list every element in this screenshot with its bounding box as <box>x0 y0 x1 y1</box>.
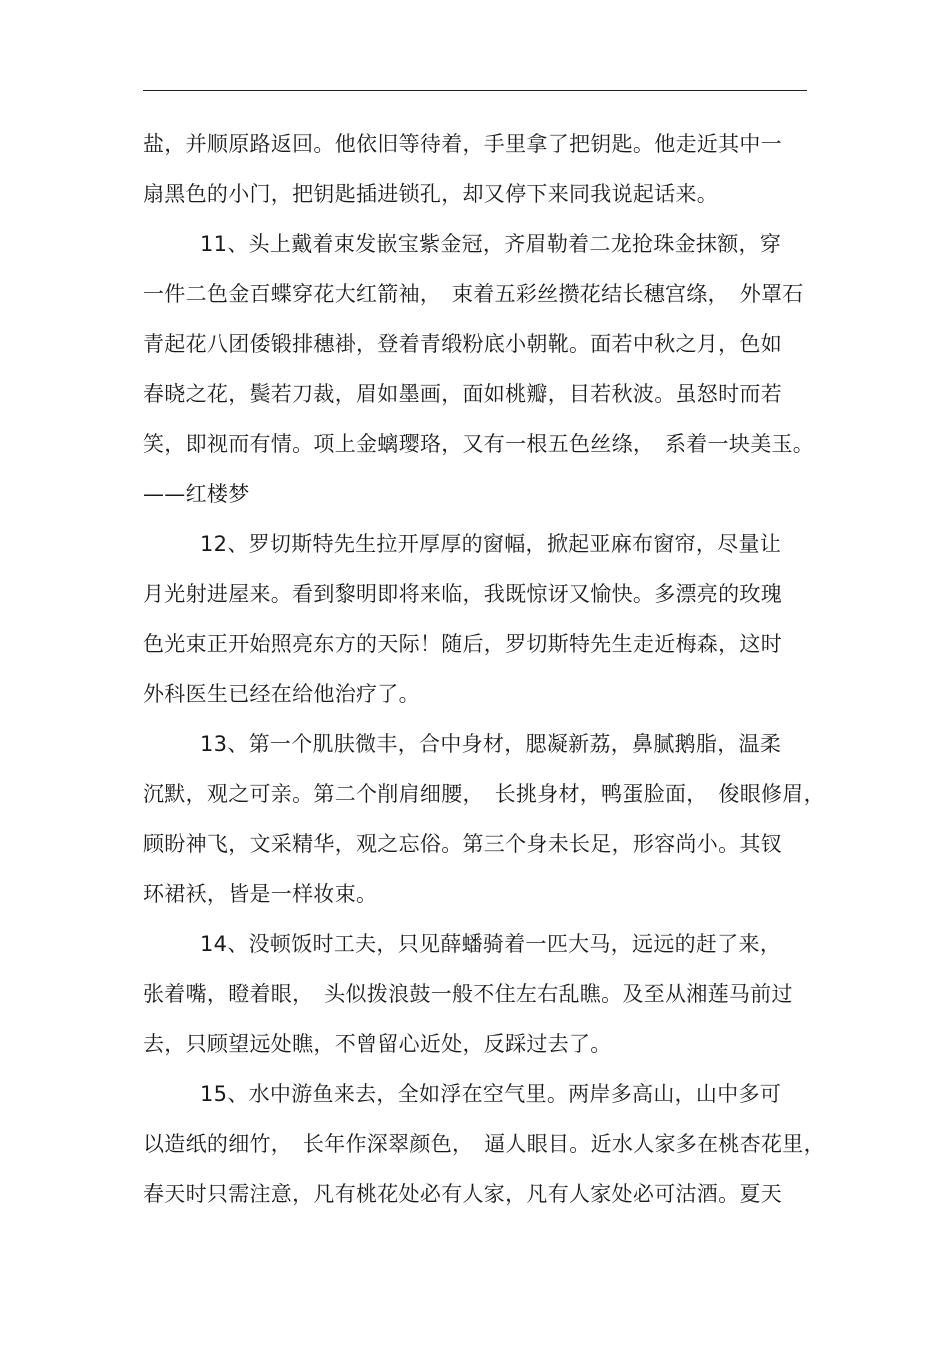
text-line: 色光束正开始照亮东方的天际！随后，罗切斯特先生走近梅森，这时 <box>143 632 782 656</box>
text-line: 扇黑色的小门，把钥匙插进锁孔，却又停下来同我说起话来。 <box>143 182 719 206</box>
text-line: 外科医生已经在给他治疗了。 <box>143 682 420 706</box>
paragraph-start: 13、第一个肌肤微丰，合中身材，腮凝新荔，鼻腻鹅脂，温柔 <box>200 732 782 756</box>
paragraph-start: 14、没顿饭时工夫，只见薛蟠骑着一匹大马，远远的赶了来， <box>200 932 782 956</box>
paragraph-start: 11、头上戴着束发嵌宝紫金冠，齐眉勒着二龙抢珠金抹额，穿 <box>200 232 782 256</box>
text-line: 笑，即视而有情。项上金螭璎珞，又有一根五色丝绦， 系着一块美玉。 <box>143 432 815 456</box>
text-line: 青起花八团倭锻排穗褂，登着青缎粉底小朝靴。面若中秋之月，色如 <box>143 332 782 356</box>
text-line: 一件二色金百蝶穿花大红箭袖， 束着五彩丝攒花结长穗宫绦， 外罩石 <box>143 282 804 306</box>
text-line: 沉默，观之可亲。第二个削肩细腰， 长挑身材，鸭蛋脸面， 俊眼修眉， <box>143 782 825 806</box>
text-line: 环裙袄，皆是一样妆束。 <box>143 882 378 906</box>
paragraph-start: 15、水中游鱼来去，全如浮在空气里。两岸多高山，山中多可 <box>200 1082 782 1106</box>
text-line: 顾盼神飞，文采精华，观之忘俗。第三个身未长足，形容尚小。其钗 <box>143 832 782 856</box>
text-line: 张着嘴，瞪着眼， 头似拨浪鼓一般不住左右乱瞧。及至从湘莲马前过 <box>143 982 793 1006</box>
text-line: 春晓之花，鬓若刀裁，眉如墨画，面如桃瓣，目若秋波。虽怒时而若 <box>143 382 782 406</box>
text-line: 去，只顾望远处瞧，不曾留心近处，反踩过去了。 <box>143 1032 612 1056</box>
text-line: 以造纸的细竹， 长年作深翠颜色， 逼人眼目。近水人家多在桃杏花里， <box>143 1132 825 1156</box>
header-rule <box>143 90 807 91</box>
paragraph-start: 12、罗切斯特先生拉开厚厚的窗幅，掀起亚麻布窗帘，尽量让 <box>200 532 782 556</box>
text-line: 春天时只需注意，凡有桃花处必有人家，凡有人家处必可沽酒。夏天 <box>143 1182 782 1206</box>
source-attribution: ——红楼梦 <box>143 482 250 506</box>
text-line: 盐，并顺原路返回。他依旧等待着，手里拿了把钥匙。他走近其中一 <box>143 132 782 156</box>
text-line: 月光射进屋来。看到黎明即将来临，我既惊讶又愉快。多漂亮的玫瑰 <box>143 582 782 606</box>
